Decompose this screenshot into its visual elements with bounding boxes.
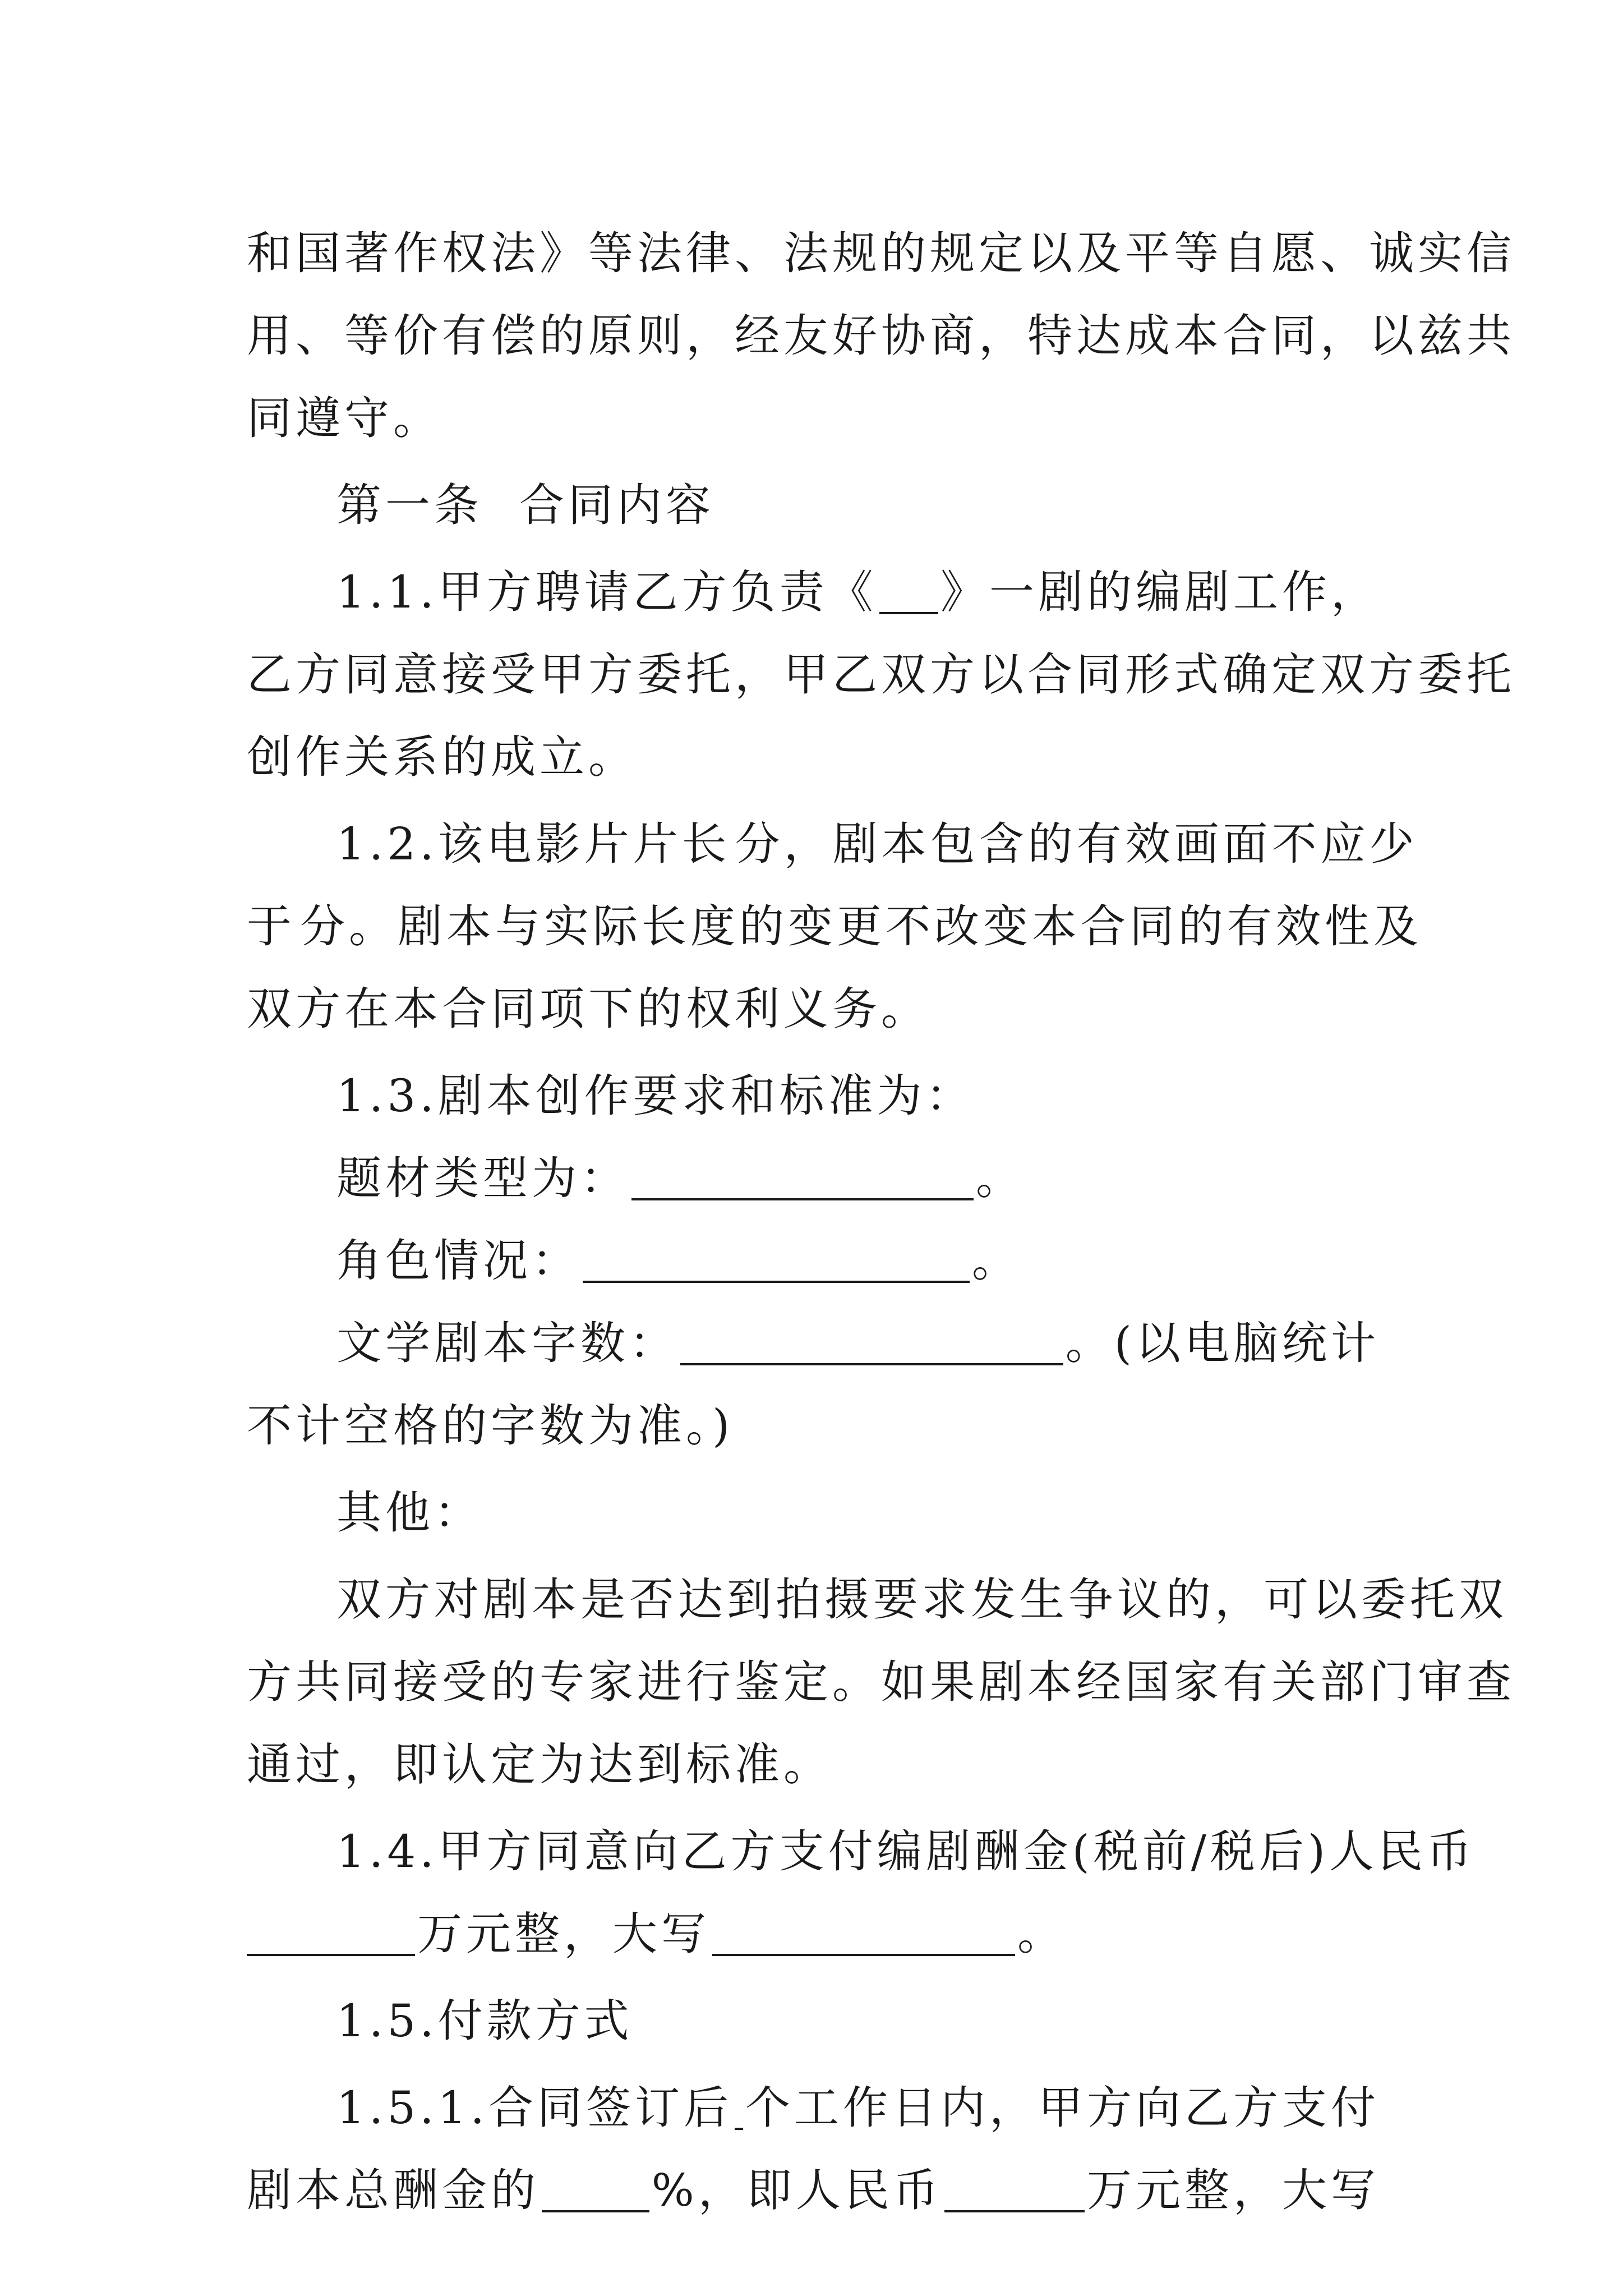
clause-line: [247, 1055, 1380, 1137]
text: 方共同接受的专家进行鉴定。如果剧本经国家有关部门审查: [247, 1656, 1515, 1708]
clause-line: [247, 803, 1418, 885]
text: 乙方同意接受甲方委托，甲乙双方以合同形式确定双方委托: [247, 648, 1515, 701]
text: 。: [1017, 1908, 1066, 1960]
clause-line: [247, 2149, 1380, 2231]
clause-line: [247, 885, 1422, 968]
blank-line: [680, 1360, 1063, 1365]
text: 于: [247, 900, 296, 953]
clause-line: [247, 551, 1380, 633]
text: 用、等价有偿的原则，经友好协商，特达成本合同，以兹共: [247, 310, 1515, 362]
blank-line: [247, 1950, 415, 1956]
text: %，即人民币: [651, 2164, 942, 2216]
clause-line: [247, 968, 1380, 1050]
text: 1.5.1.合同签订后: [336, 2082, 732, 2134]
text: 1.1.甲方聘请乙方负责《: [336, 566, 877, 618]
text: 剧本总酬金的: [247, 2164, 540, 2216]
contract-page: [247, 212, 1515, 2231]
text: 个工作日内，甲方向乙方支付: [745, 2082, 1380, 2134]
paragraph-line: [247, 377, 1380, 459]
clause-line: [247, 1641, 1515, 1723]
text: 万元整，大写: [417, 1908, 710, 1960]
clause-line: [247, 633, 1515, 716]
blank-line: [583, 1277, 970, 1283]
text: 1.4.甲方同意向乙方支付编剧酬金(税前/税后)人民币: [336, 1825, 1476, 1878]
text: 角色情况：: [336, 1235, 580, 1287]
clause-line: [247, 1893, 1380, 1975]
text: 。: [976, 1152, 1025, 1204]
text: 创作关系的成立。: [247, 731, 637, 783]
section-title: 第一条 合同内容: [336, 479, 714, 531]
clause-line: [247, 1220, 1380, 1302]
blank-line: [631, 1195, 974, 1200]
text: 万元整，大写: [1087, 2164, 1380, 2216]
text: 。(以电脑统计: [1065, 1317, 1380, 1369]
text: 不计空格的字数为准。): [247, 1400, 734, 1452]
paragraph-line: [247, 212, 1515, 295]
clause-line: [247, 1471, 1380, 1554]
section-heading: [247, 464, 1380, 546]
blank-line: [944, 2207, 1085, 2212]
paragraph-line: [247, 295, 1515, 377]
clause-line: [247, 1302, 1380, 1384]
blank-line: [542, 2207, 649, 2212]
clause-line: [247, 1810, 1476, 1893]
clause-line: [247, 1384, 1380, 1467]
text: 题材类型为：: [336, 1152, 629, 1204]
text: 分，剧本包含的有效画面不应少: [735, 818, 1418, 870]
blank-line: [712, 1950, 1015, 1956]
clause-line: [247, 716, 1380, 798]
text: 文学剧本字数：: [336, 1317, 678, 1369]
text: 双方对剧本是否达到拍摄要求发生争议的，可以委托双: [336, 1573, 1507, 1626]
text: 和国著作权法》等法律、法规的规定以及平等自愿、诚实信: [247, 227, 1515, 279]
text: 1.2.该电影片片长: [336, 818, 731, 870]
text: 分。剧本与实际长度的变更不改变本合同的有效性及: [300, 900, 1422, 953]
clause-line: [247, 1723, 1380, 1806]
text: 其他：: [336, 1487, 483, 1539]
text: 1.3.剧本创作要求和标准为：: [336, 1070, 975, 1122]
text: 1.5.付款方式: [336, 1995, 633, 2047]
clause-line: [247, 1558, 1507, 1641]
text: 双方在本合同项下的权利义务。: [247, 983, 930, 1035]
clause-line: [247, 2067, 1380, 2149]
text: 同遵守。: [247, 392, 442, 444]
blank-line: [879, 609, 938, 614]
clause-line: [247, 1980, 1380, 2062]
text: 。: [972, 1235, 1021, 1287]
blank-line: [735, 2124, 743, 2130]
clause-line: [247, 1137, 1380, 1220]
text: 通过，即认定为达到标准。: [247, 1738, 832, 1791]
text: 》一剧的编剧工作，: [940, 566, 1380, 618]
